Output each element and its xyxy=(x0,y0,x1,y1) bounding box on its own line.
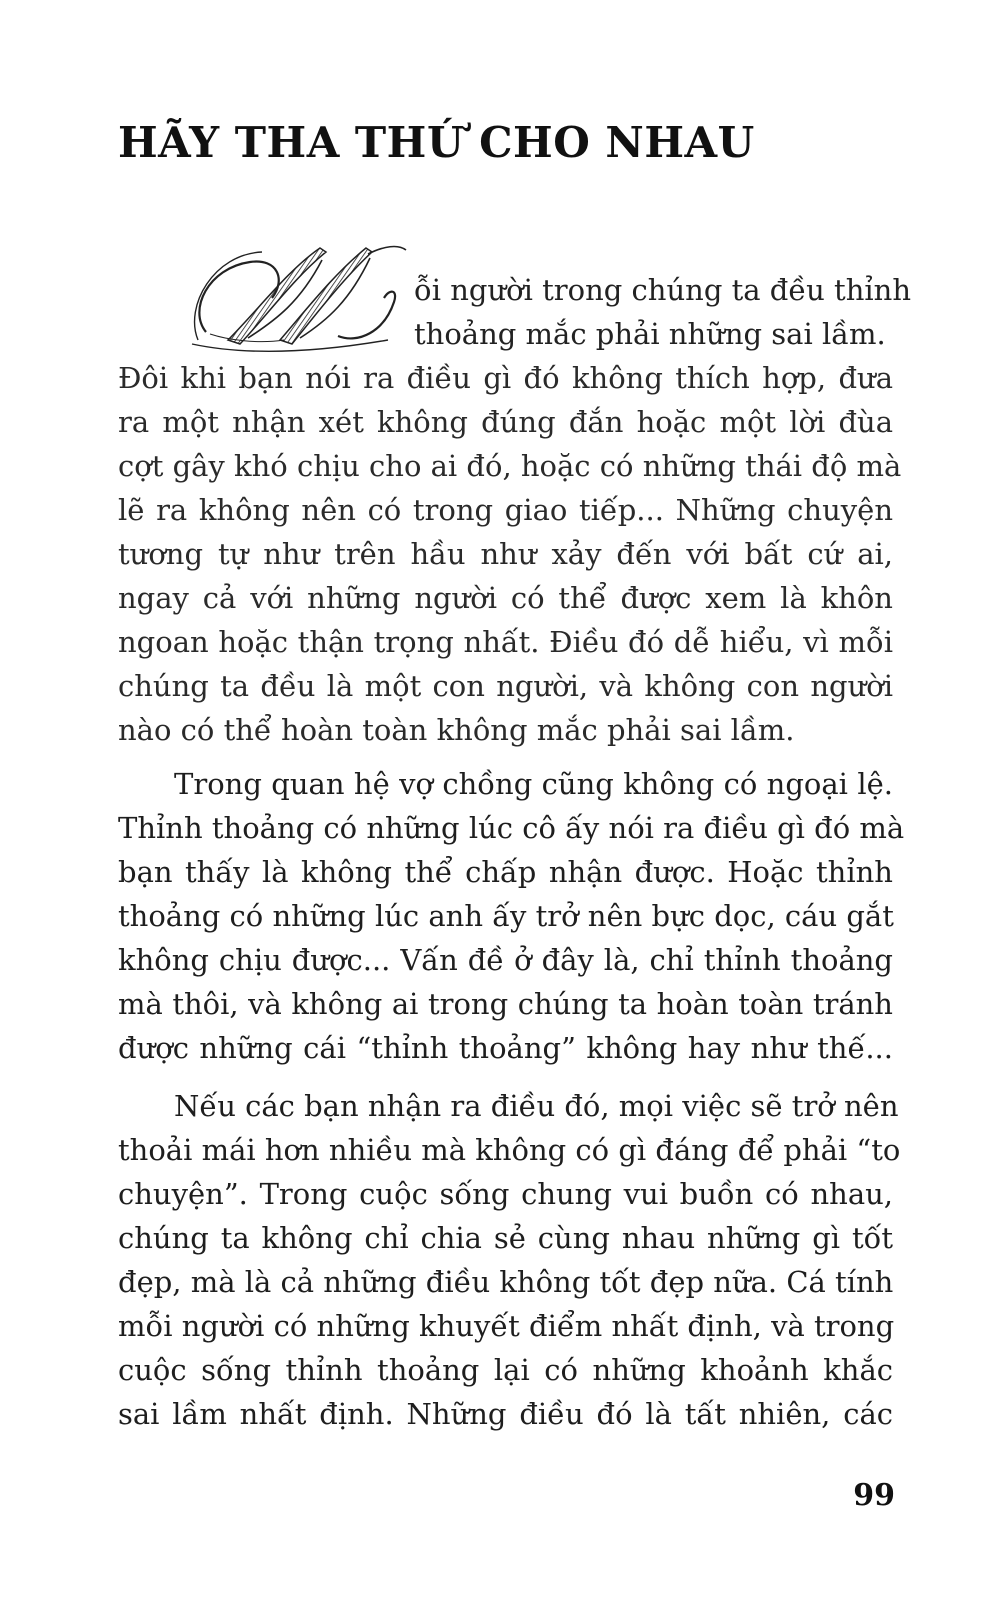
paragraph-line: nào có thể hoàn toàn không mắc phải sai lầm. xyxy=(118,713,795,747)
chapter-title: HÃY THA THỨ CHO NHAU xyxy=(118,118,755,167)
paragraph-line: cợt gây khó chịu cho ai đó, hoặc có những thái độ mà xyxy=(118,449,902,483)
paragraph-line: đẹp, mà là cả những điều không tốt đẹp nữa. Cá tính xyxy=(118,1265,894,1299)
paragraph-line: không chịu được... Vấn đề ở đây là, chỉ thỉnh thoảng xyxy=(118,943,893,977)
paragraph-line: Thỉnh thoảng có những lúc cô ấy nói ra điều gì đó mà xyxy=(118,811,905,845)
dropcap-line-2: thoảng mắc phải những sai lầm. xyxy=(414,317,886,351)
paragraph-line: bạn thấy là không thể chấp nhận được. Hoặc thỉnh xyxy=(118,855,893,889)
page-number: 99 xyxy=(853,1478,895,1513)
paragraph-line: Nếu các bạn nhận ra điều đó, mọi việc sẽ trở nên xyxy=(174,1089,899,1123)
paragraph-line: mỗi người có những khuyết điểm nhất định, và trong xyxy=(118,1309,895,1343)
paragraph-line: ngay cả với những người có thể được xem là khôn xyxy=(118,581,893,615)
dropcap-line-1: ỗi người trong chúng ta đều thỉnh xyxy=(414,273,912,307)
paragraph-line: ngoan hoặc thận trọng nhất. Điều đó dễ hiểu, vì mỗi xyxy=(118,625,893,659)
paragraph-3 xyxy=(118,1084,901,1436)
paragraph-line: được những cái “thỉnh thoảng” không hay như thế... xyxy=(118,1031,893,1065)
decorative-dropcap-m xyxy=(188,240,408,358)
paragraph-2 xyxy=(118,762,905,1070)
paragraph-line: chuyện”. Trong cuộc sống chung vui buồn có nhau, xyxy=(118,1177,893,1211)
paragraph-line: cuộc sống thỉnh thoảng lại có những khoảnh khắc xyxy=(118,1353,893,1387)
paragraph-line: chúng ta đều là một con người, và không con người xyxy=(118,669,893,703)
paragraph-line: tương tự như trên hầu như xảy đến với bất cứ ai, xyxy=(118,537,893,571)
paragraph-line: mà thôi, và không ai trong chúng ta hoàn toàn tránh xyxy=(118,987,893,1021)
paragraph-line: ra một nhận xét không đúng đắn hoặc một lời đùa xyxy=(118,405,893,439)
paragraph-line: thoải mái hơn nhiều mà không có gì đáng để phải “to xyxy=(118,1133,901,1167)
paragraph-line: Trong quan hệ vợ chồng cũng không có ngoại lệ. xyxy=(174,767,893,801)
paragraph-line: chúng ta không chỉ chia sẻ cùng nhau những gì tốt xyxy=(118,1221,893,1255)
paragraph-line: Đôi khi bạn nói ra điều gì đó không thích hợp, đưa xyxy=(118,361,893,395)
paragraph-1 xyxy=(118,356,902,752)
paragraph-line: sai lầm nhất định. Những điều đó là tất nhiên, các xyxy=(118,1397,893,1431)
paragraph-line: lẽ ra không nên có trong giao tiếp... Những chuyện xyxy=(118,493,893,527)
paragraph-line: thoảng có những lúc anh ấy trở nên bực dọc, cáu gắt xyxy=(118,899,894,933)
